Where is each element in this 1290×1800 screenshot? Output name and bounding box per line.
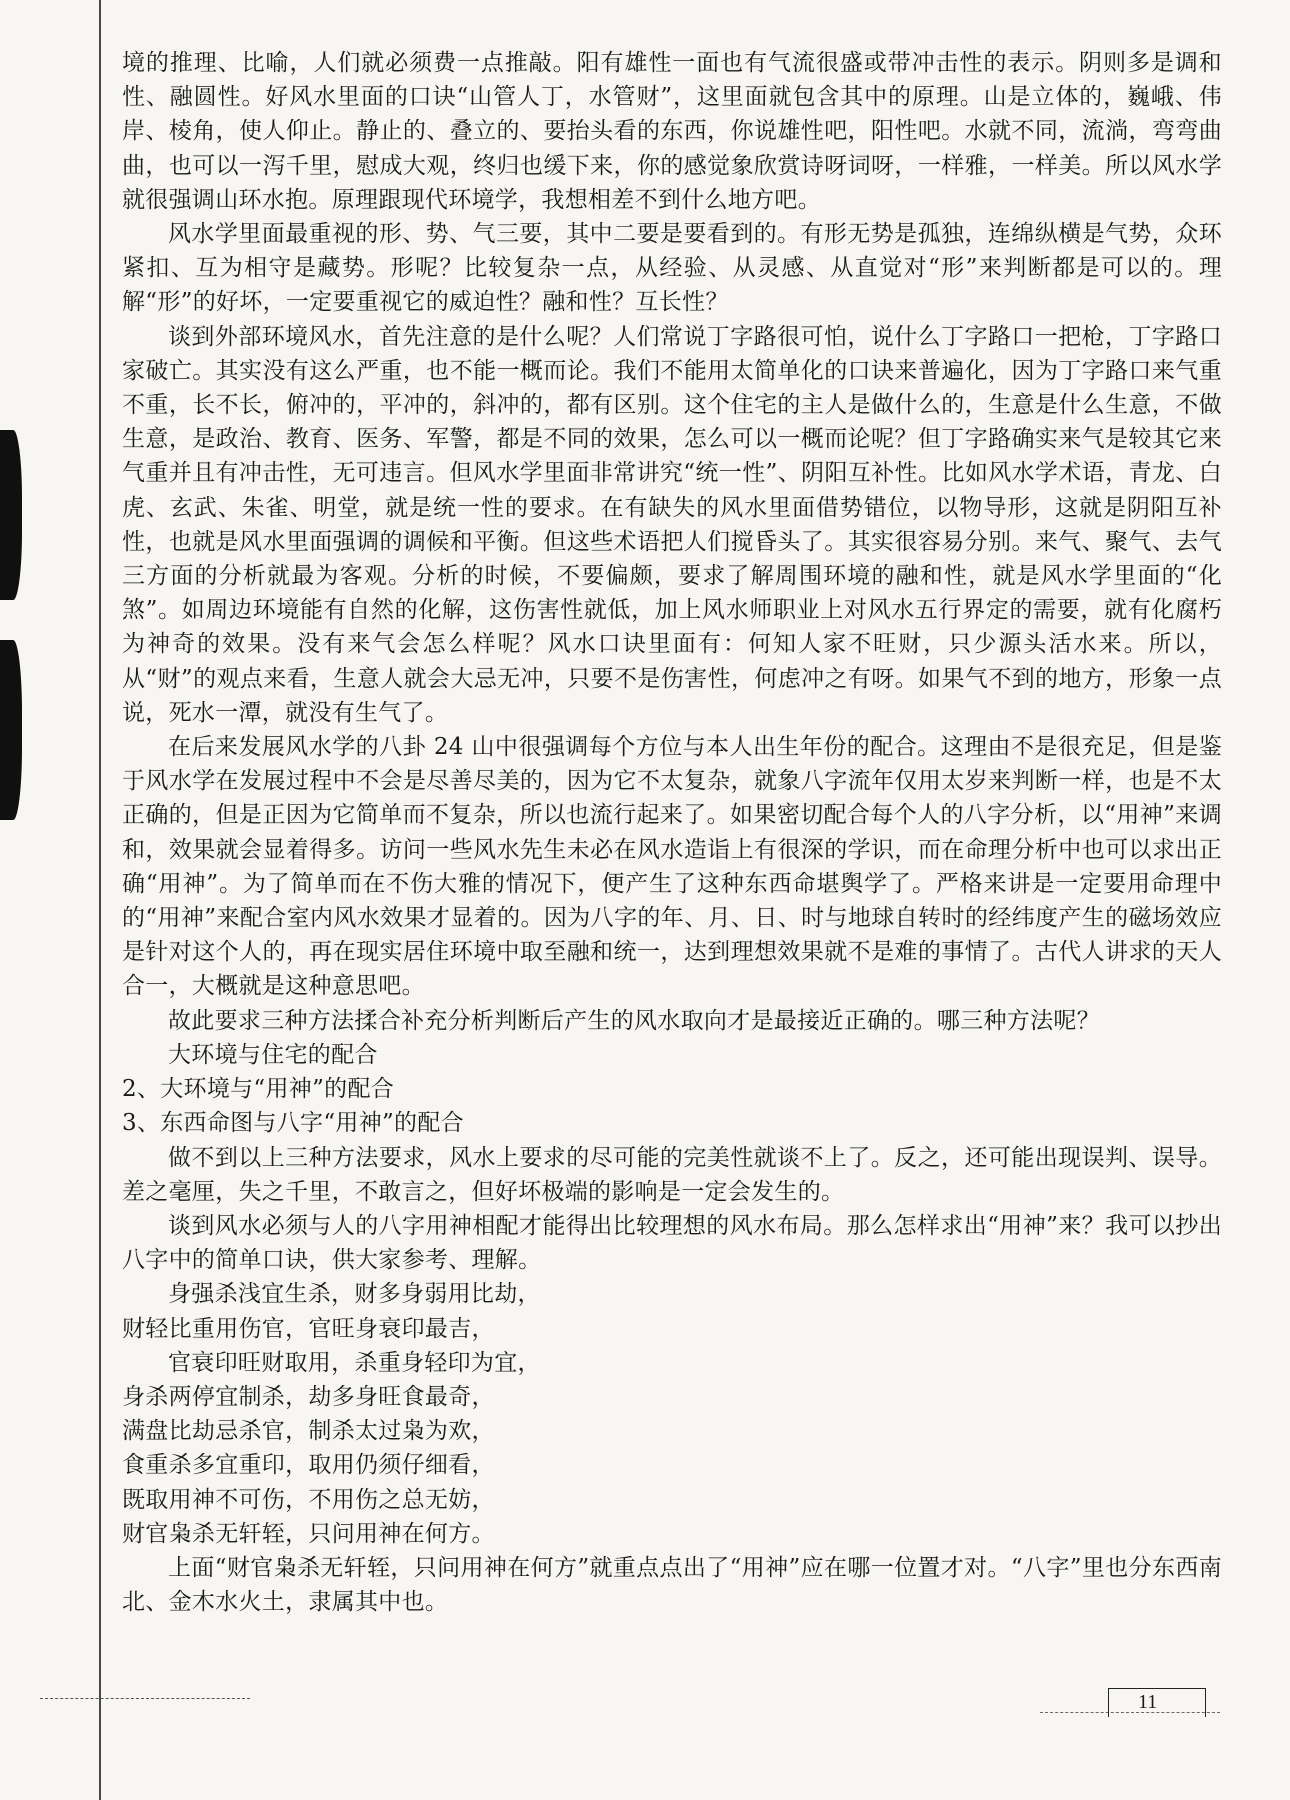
paragraph: 做不到以上三种方法要求，风水上要求的尽可能的完美性就谈不上了。反之，还可能出现误判、误导。差之毫厘，失之千里，不敢言之，但好坏极端的影响是一定会发生的。 <box>122 1144 1222 1205</box>
body-text <box>122 46 1222 1619</box>
list-item: 2、大环境与“用神”的配合 <box>122 1076 395 1103</box>
paragraph: 谈到风水必须与人的八字用神相配才能得出比较理想的风水布局。那么怎样求出“用神”来？我可以抄出八字中的简单口诀，供大家参考、理解。 <box>122 1212 1222 1274</box>
paragraph: 故此要求三种方法揉合补充分析判断后产生的风水取向才是最接近正确的。哪三种方法呢？ <box>168 1007 1100 1034</box>
verse-line: 官衰印旺财取用，杀重身轻印为宜， <box>168 1349 541 1376</box>
left-margin-rule <box>99 0 101 1800</box>
binding-shadow <box>0 640 22 820</box>
footer-rule <box>40 1698 250 1699</box>
verse-line: 财官枭杀无轩轾，只问用神在何方。 <box>122 1520 495 1547</box>
closing-paragraph: 上面“财官枭杀无轩轾，只问用神在何方”就重点点出了“用神”应在哪一位置才对。“八字”里也分东西南北、金木水火土，隶属其中也。 <box>122 1554 1222 1616</box>
list-item: 大环境与住宅的配合 <box>168 1041 378 1068</box>
verse-line: 满盘比劫忌杀官，制杀太过枭为欢， <box>122 1418 495 1445</box>
paragraph: 风水学里面最重视的形、势、气三要，其中二要是要看到的。有形无势是孤独，连绵纵横是气势，众环紧扣、互为相守是藏势。形呢？比较复杂一点，从经验、从灵感、从直觉对“形”来判断都是可以的。理解“形”的好坏，一定要重视它的威迫性？融和性？互长性？ <box>122 221 1222 316</box>
page-number: 11 <box>1138 1691 1158 1713</box>
verse-line: 既取用神不可伤，不用伤之总无妨， <box>122 1486 495 1513</box>
verse-line: 身杀两停宜制杀，劫多身旺食最奇， <box>122 1383 495 1410</box>
paragraph: 在后来发展风水学的八卦 24 山中很强调每个方位与本人出生年份的配合。这理由不是很充足，但是鉴于风水学在发展过程中不会是尽善尽美的，因为它不太复杂，就象八字流年仅用太岁来判断一样，也是不太正确的，但是正因为它简单而不复杂，所以也流行起来了。如果密切配合每个人的八字分析，以“用神”来调和，效果就会显着得多。访问一些风水先生未必在风水造诣上有很深的学识，而在命理分析中也可以求出正确“用神”。为了简单而在不伤大雅的情况下，便产生了这种东西命堪舆学了。严格来讲是一定要用命理中的“用神”来配合室内风水效果才显着的。因为八字的年、月、日、时与地球自转时的经纬度产生的磁场效应是针对这个人的，再在现实居住环境中取至融和统一，达到理想效果就不是难的事情了。古代人讲求的天人合一，大概就是这种意思吧。 <box>122 734 1222 1000</box>
paragraph: 谈到外部环境风水，首先注意的是什么呢？人们常说丁字路很可怕，说什么丁字路口一把枪，丁字路口家破亡。其实没有这么严重，也不能一概而论。我们不能用太简单化的口诀来普遍化，因为丁字路口来气重不重，长不长，俯冲的，平冲的，斜冲的，都有区别。这个住宅的主人是做什么的，生意是什么生意，不做生意，是政治、教育、医务、军警，都是不同的效果，怎么可以一概而论呢？但丁字路确实来气是较其它来气重并且有冲击性，无可违言。但风水学里面非常讲究“统一性”、阴阳互补性。比如风水学术语，青龙、白虎、玄武、朱雀、明堂，就是统一性的要求。在有缺失的风水里面借势错位，以物导形，这就是阴阳互补性，也就是风水里面强调的调候和平衡。但这些术语把人们搅昏头了。其实很容易分别。来气、聚气、去气三方面的分析就最为客观。分析的时候，不要偏颇，要求了解周围环境的融和性，就是风水学里面的“化煞”。如周边环境能有自然的化解，这伤害性就低，加上风水师职业上对风水五行界定的需要，就有化腐朽为神奇的效果。没有来气会怎么样呢？风水口诀里面有：何知人家不旺财，只少源头活水来。所以，从“财”的观点来看，生意人就会大忌无冲，只要不是伤害性，何虑冲之有呀。如果气不到的地方，形象一点说，死水一潭，就没有生气了。 <box>122 323 1222 726</box>
binding-shadow <box>0 430 22 600</box>
paragraph: 境的推理、比喻，人们就必须费一点推敲。阳有雄性一面也有气流很盛或带冲击性的表示。阴则多是调和性、融圆性。好风水里面的口诀“山管人丁，水管财”，这里面就包含其中的原理。山是立体的，巍峨、伟岸、棱角，使人仰止。静止的、叠立的、要抬头看的东西，你说雄性吧，阳性吧。水就不同，流淌，弯弯曲曲，也可以一泻千里，慰成大观，终归也缓下来，你的感觉象欣赏诗呀词呀，一样雅，一样美。所以风水学就很强调山环水抱。原理跟现代环境学，我想相差不到什么地方吧。 <box>122 50 1222 213</box>
verse-line: 财轻比重用伤官，官旺身衰印最吉， <box>122 1315 495 1342</box>
verse-line: 身强杀浅宜生杀，财多身弱用比劫， <box>168 1281 541 1308</box>
list-item: 3、东西命图与八字“用神”的配合 <box>122 1110 464 1137</box>
verse-line: 食重杀多宜重印，取用仍须仔细看， <box>122 1452 495 1479</box>
